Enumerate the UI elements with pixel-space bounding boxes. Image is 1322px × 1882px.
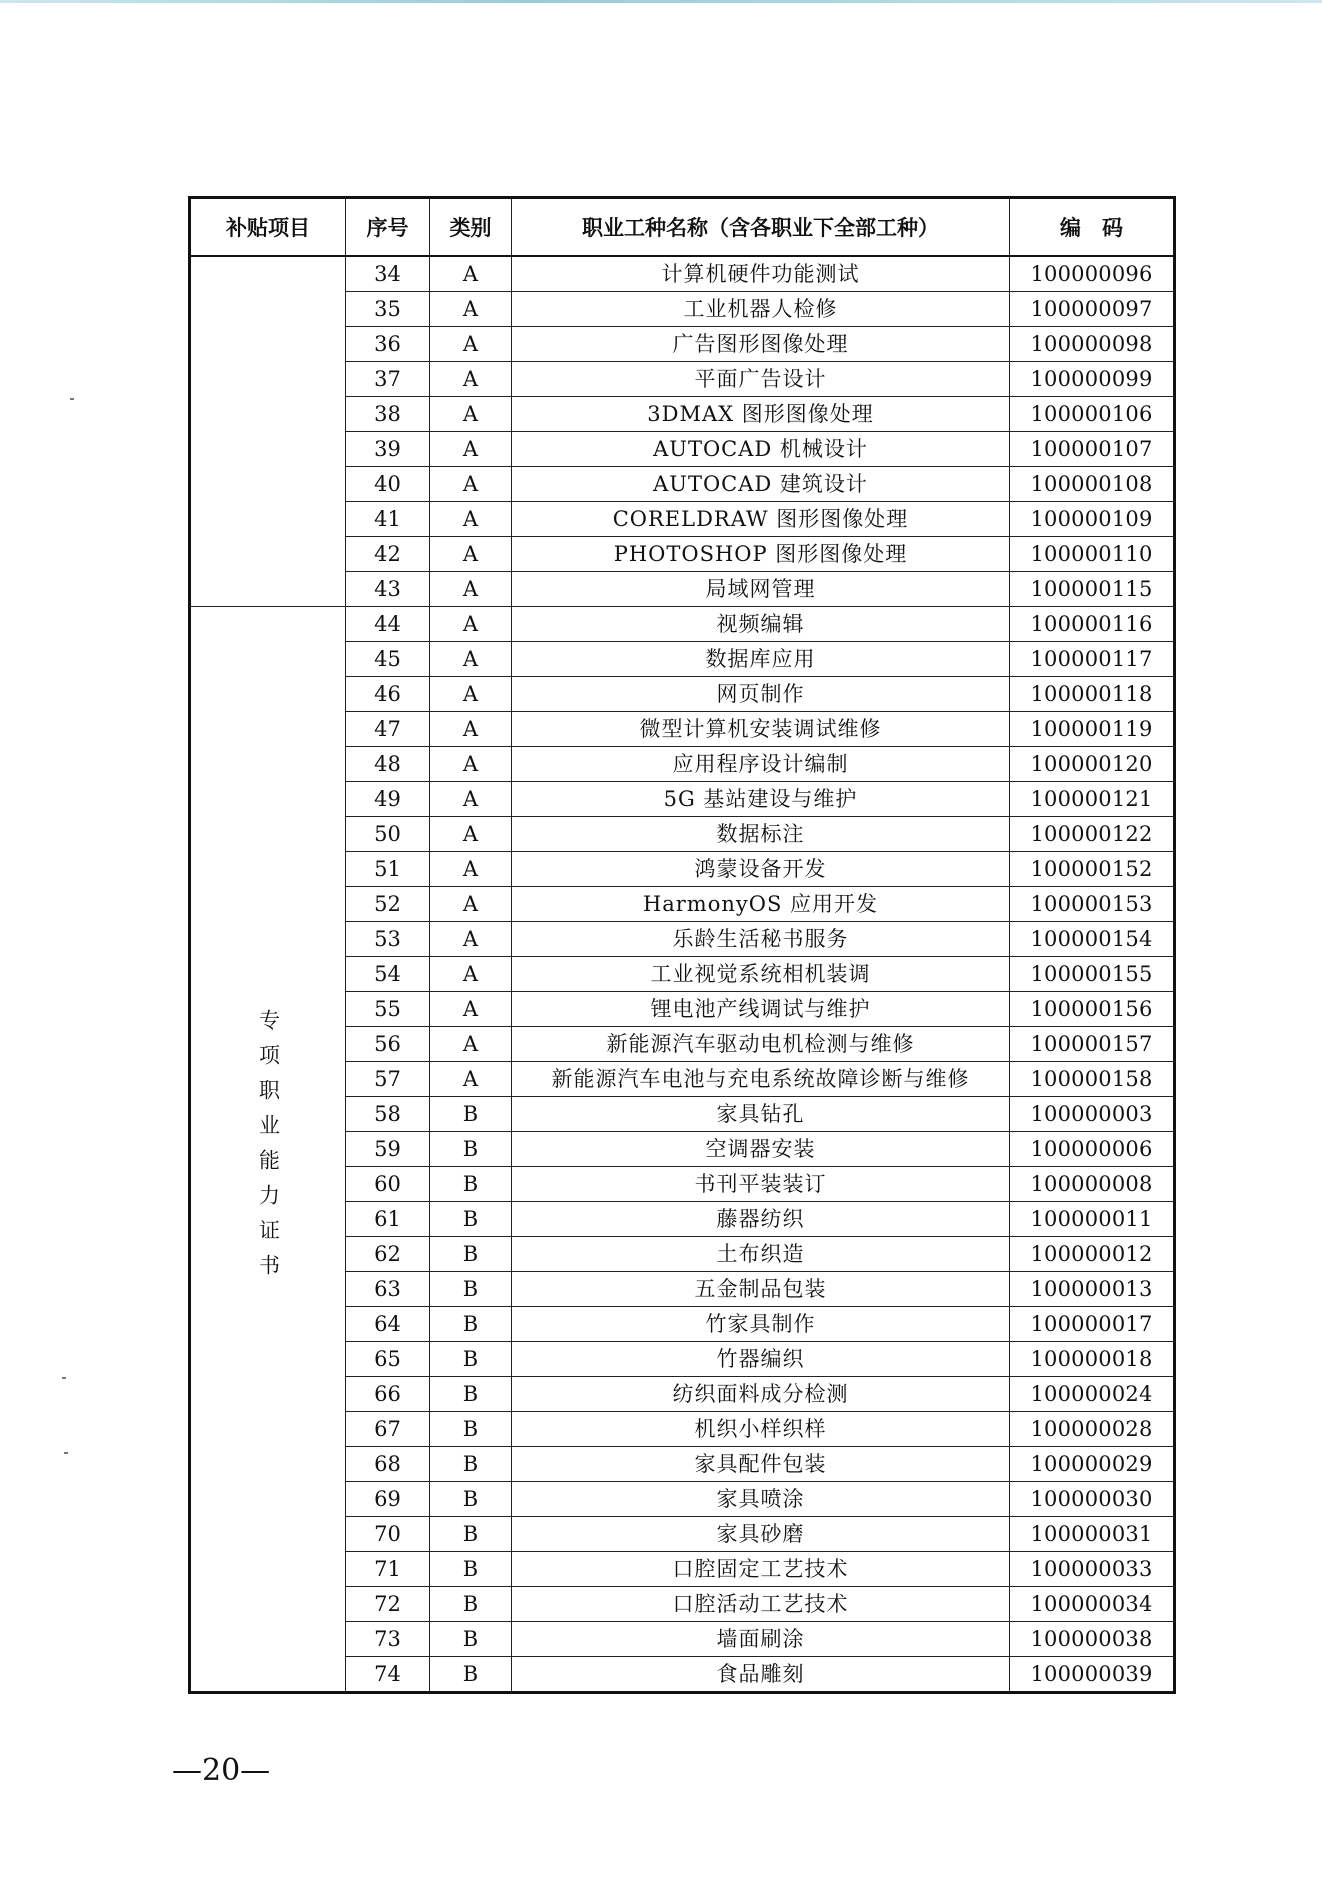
serial-number-cell: 37 [346,362,430,397]
category-cell: B [430,1307,512,1342]
header-occupation-name: 职业工种名称（含各职业下全部工种） [512,198,1010,257]
category-cell: B [430,1622,512,1657]
occupation-name-cell: 应用程序设计编制 [512,747,1010,782]
scan-dot [62,1377,66,1379]
code-cell: 100000018 [1010,1342,1175,1377]
table-header-row [190,198,1175,257]
category-cell: A [430,292,512,327]
code-cell: 100000107 [1010,432,1175,467]
code-cell: 100000158 [1010,1062,1175,1097]
code-cell: 100000108 [1010,467,1175,502]
occupation-name-cell: 计算机硬件功能测试 [512,256,1010,292]
category-cell: B [430,1237,512,1272]
code-cell: 100000029 [1010,1447,1175,1482]
serial-number-cell: 38 [346,397,430,432]
serial-number-cell: 36 [346,327,430,362]
header-serial-number: 序号 [346,198,430,257]
code-cell: 100000118 [1010,677,1175,712]
category-cell: A [430,817,512,852]
subsidy-item-cell [190,607,346,1693]
occupation-name-cell: 口腔固定工艺技术 [512,1552,1010,1587]
code-cell: 100000006 [1010,1132,1175,1167]
serial-number-cell: 59 [346,1132,430,1167]
occupation-name-cell: 口腔活动工艺技术 [512,1587,1010,1622]
serial-number-cell: 65 [346,1342,430,1377]
serial-number-cell: 34 [346,256,430,292]
category-cell: A [430,922,512,957]
occupation-name-cell: 五金制品包装 [512,1272,1010,1307]
serial-number-cell: 50 [346,817,430,852]
serial-number-cell: 60 [346,1167,430,1202]
serial-number-cell: 39 [346,432,430,467]
serial-number-cell: 56 [346,1027,430,1062]
code-cell: 100000156 [1010,992,1175,1027]
category-cell: A [430,607,512,642]
code-cell: 100000011 [1010,1202,1175,1237]
occupation-name-cell: HarmonyOS 应用开发 [512,887,1010,922]
code-cell: 100000106 [1010,397,1175,432]
category-cell: B [430,1447,512,1482]
code-cell: 100000115 [1010,572,1175,607]
occupation-name-cell: 土布织造 [512,1237,1010,1272]
code-cell: 100000099 [1010,362,1175,397]
code-cell: 100000031 [1010,1517,1175,1552]
code-cell: 100000012 [1010,1237,1175,1272]
category-cell: A [430,537,512,572]
code-cell: 100000096 [1010,256,1175,292]
category-cell: A [430,1027,512,1062]
serial-number-cell: 55 [346,992,430,1027]
category-cell: B [430,1412,512,1447]
category-cell: A [430,1062,512,1097]
category-cell: A [430,747,512,782]
serial-number-cell: 52 [346,887,430,922]
table-row [190,607,1175,642]
serial-number-cell: 40 [346,467,430,502]
occupation-name-cell: 新能源汽车驱动电机检测与维修 [512,1027,1010,1062]
category-cell: B [430,1552,512,1587]
category-cell: A [430,467,512,502]
occupation-name-cell: AUTOCAD 机械设计 [512,432,1010,467]
serial-number-cell: 51 [346,852,430,887]
category-cell: A [430,502,512,537]
category-cell: A [430,782,512,817]
serial-number-cell: 72 [346,1587,430,1622]
category-cell: B [430,1132,512,1167]
serial-number-cell: 41 [346,502,430,537]
occupation-name-cell: 乐龄生活秘书服务 [512,922,1010,957]
occupation-name-cell: 平面广告设计 [512,362,1010,397]
occupation-name-cell: 5G 基站建设与维护 [512,782,1010,817]
category-cell: B [430,1272,512,1307]
category-cell: A [430,397,512,432]
serial-number-cell: 47 [346,712,430,747]
occupation-name-cell: AUTOCAD 建筑设计 [512,467,1010,502]
occupation-name-cell: 工业视觉系统相机装调 [512,957,1010,992]
subsidy-item-cell-continued [190,256,346,607]
code-cell: 100000153 [1010,887,1175,922]
header-category: 类别 [430,198,512,257]
category-cell: A [430,957,512,992]
category-cell: B [430,1657,512,1693]
code-cell: 100000017 [1010,1307,1175,1342]
category-cell: B [430,1587,512,1622]
code-cell: 100000013 [1010,1272,1175,1307]
serial-number-cell: 66 [346,1377,430,1412]
occupation-name-cell: 家具喷涂 [512,1482,1010,1517]
code-cell: 100000097 [1010,292,1175,327]
code-cell: 100000034 [1010,1587,1175,1622]
occupation-name-cell: 纺织面料成分检测 [512,1377,1010,1412]
category-cell: A [430,852,512,887]
occupation-name-cell: 家具配件包装 [512,1447,1010,1482]
category-cell: A [430,887,512,922]
code-cell: 100000152 [1010,852,1175,887]
occupation-name-cell: 鸿蒙设备开发 [512,852,1010,887]
serial-number-cell: 48 [346,747,430,782]
scan-dot [70,398,74,400]
occupation-name-cell: 局域网管理 [512,572,1010,607]
header-subsidy-item: 补贴项目 [190,198,346,257]
occupation-name-cell: 竹器编织 [512,1342,1010,1377]
code-cell: 100000122 [1010,817,1175,852]
category-cell: A [430,712,512,747]
serial-number-cell: 53 [346,922,430,957]
occupation-name-cell: 广告图形图像处理 [512,327,1010,362]
occupation-name-cell: 藤器纺织 [512,1202,1010,1237]
code-cell: 100000038 [1010,1622,1175,1657]
code-cell: 100000098 [1010,327,1175,362]
category-cell: A [430,572,512,607]
code-cell: 100000121 [1010,782,1175,817]
occupation-name-cell: 视频编辑 [512,607,1010,642]
occupation-name-cell: 机织小样织样 [512,1412,1010,1447]
occupation-name-cell: PHOTOSHOP 图形图像处理 [512,537,1010,572]
serial-number-cell: 69 [346,1482,430,1517]
category-cell: B [430,1482,512,1517]
occupation-name-cell: 食品雕刻 [512,1657,1010,1693]
table-body [190,256,1175,1693]
header-code: 编 码 [1010,198,1175,257]
code-cell: 100000119 [1010,712,1175,747]
occupation-name-cell: 家具钻孔 [512,1097,1010,1132]
serial-number-cell: 63 [346,1272,430,1307]
occupation-name-cell: 数据标注 [512,817,1010,852]
serial-number-cell: 49 [346,782,430,817]
serial-number-cell: 43 [346,572,430,607]
category-cell: B [430,1202,512,1237]
scan-dot [64,1452,68,1454]
category-cell: B [430,1167,512,1202]
serial-number-cell: 73 [346,1622,430,1657]
serial-number-cell: 57 [346,1062,430,1097]
category-cell: B [430,1097,512,1132]
category-cell: A [430,327,512,362]
category-cell: A [430,432,512,467]
code-cell: 100000157 [1010,1027,1175,1062]
code-cell: 100000116 [1010,607,1175,642]
subsidy-item-label: 专项职业能力证书 [256,1009,281,1289]
code-cell: 100000028 [1010,1412,1175,1447]
serial-number-cell: 71 [346,1552,430,1587]
scan-top-edge [0,0,1322,3]
code-cell: 100000039 [1010,1657,1175,1693]
serial-number-cell: 61 [346,1202,430,1237]
code-cell: 100000008 [1010,1167,1175,1202]
serial-number-cell: 54 [346,957,430,992]
category-cell: B [430,1342,512,1377]
code-cell: 100000110 [1010,537,1175,572]
serial-number-cell: 46 [346,677,430,712]
category-cell: B [430,1517,512,1552]
category-cell: A [430,677,512,712]
occupation-name-cell: 书刊平装装订 [512,1167,1010,1202]
serial-number-cell: 42 [346,537,430,572]
occupation-name-cell: 竹家具制作 [512,1307,1010,1342]
serial-number-cell: 74 [346,1657,430,1693]
occupation-name-cell: 空调器安装 [512,1132,1010,1167]
code-cell: 100000117 [1010,642,1175,677]
code-cell: 100000003 [1010,1097,1175,1132]
serial-number-cell: 45 [346,642,430,677]
occupation-name-cell: 数据库应用 [512,642,1010,677]
occupation-name-cell: 网页制作 [512,677,1010,712]
serial-number-cell: 70 [346,1517,430,1552]
serial-number-cell: 44 [346,607,430,642]
occupation-name-cell: 家具砂磨 [512,1517,1010,1552]
serial-number-cell: 58 [346,1097,430,1132]
category-cell: A [430,642,512,677]
page-number: —20— [172,1753,271,1788]
serial-number-cell: 67 [346,1412,430,1447]
serial-number-cell: 62 [346,1237,430,1272]
occupation-name-cell: 3DMAX 图形图像处理 [512,397,1010,432]
serial-number-cell: 64 [346,1307,430,1342]
code-cell: 100000109 [1010,502,1175,537]
code-cell: 100000155 [1010,957,1175,992]
occupation-name-cell: CORELDRAW 图形图像处理 [512,502,1010,537]
category-cell: A [430,256,512,292]
serial-number-cell: 68 [346,1447,430,1482]
table-row [190,256,1175,292]
code-cell: 100000033 [1010,1552,1175,1587]
code-cell: 100000120 [1010,747,1175,782]
category-cell: A [430,992,512,1027]
code-cell: 100000030 [1010,1482,1175,1517]
category-cell: B [430,1377,512,1412]
occupation-name-cell: 墙面刷涂 [512,1622,1010,1657]
occupation-name-cell: 工业机器人检修 [512,292,1010,327]
code-cell: 100000024 [1010,1377,1175,1412]
serial-number-cell: 35 [346,292,430,327]
occupation-subsidy-table [188,196,1176,1694]
occupation-name-cell: 微型计算机安装调试维修 [512,712,1010,747]
occupation-name-cell: 锂电池产线调试与维护 [512,992,1010,1027]
code-cell: 100000154 [1010,922,1175,957]
category-cell: A [430,362,512,397]
occupation-name-cell: 新能源汽车电池与充电系统故障诊断与维修 [512,1062,1010,1097]
